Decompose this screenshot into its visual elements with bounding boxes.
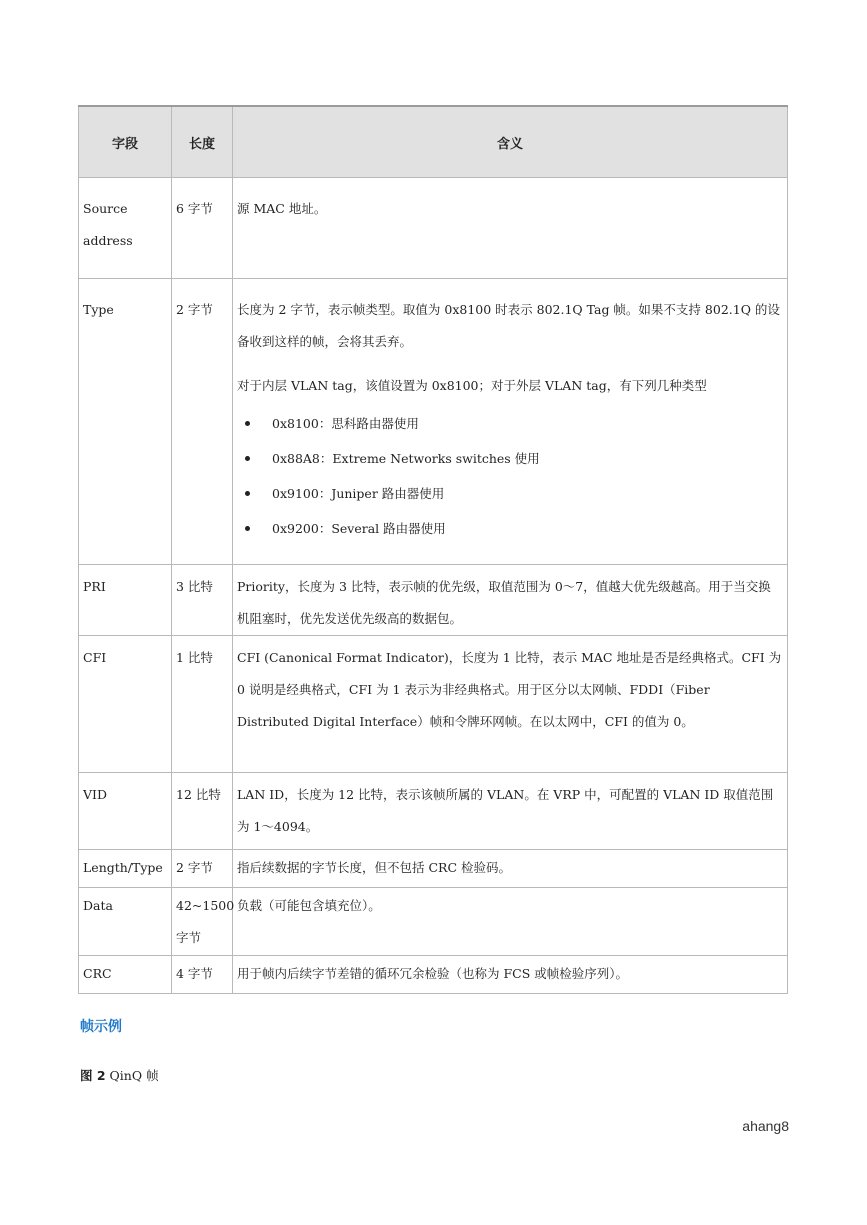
table-row [79, 279, 788, 565]
meaning-text: 指后续数据的字节长度，但不包括 CRC 检验码。 [237, 860, 511, 875]
list-item [237, 476, 783, 511]
table-row [79, 850, 788, 888]
cell-field: Length/Type [79, 850, 172, 888]
table-header-row [79, 106, 788, 178]
cell-length: 2 字节 [172, 850, 233, 888]
type-value-list [237, 406, 783, 546]
header-meaning: 含义 [233, 106, 788, 178]
cell-field: CRC [79, 956, 172, 994]
table-row [79, 636, 788, 773]
cell-field: Data [79, 888, 172, 956]
table-row [79, 178, 788, 279]
meaning-text: 源 MAC 地址。 [237, 201, 327, 216]
cell-length: 12 比特 [172, 773, 233, 850]
cell-length: 3 比特 [172, 565, 233, 636]
cell-meaning [233, 279, 788, 565]
cell-length: 4 字节 [172, 956, 233, 994]
figure-label: 图 2 [80, 1068, 106, 1083]
list-item-text: 0x9100：Juniper 路由器使用 [272, 486, 445, 501]
meaning-text: 长度为 2 字节，表示帧类型。取值为 0x8100 时表示 802.1Q Tag 帧。如果不支持 802.1Q 的设备收到这样的帧，会将其丢弃。 [237, 302, 780, 349]
cell-meaning [233, 888, 788, 956]
cell-meaning [233, 773, 788, 850]
bullet-icon [245, 456, 250, 461]
table-row [79, 773, 788, 850]
cell-meaning [233, 956, 788, 994]
bullet-icon [245, 526, 250, 531]
list-item [237, 441, 783, 476]
table-row [79, 565, 788, 636]
cell-length: 42~1500 字节 [172, 888, 233, 956]
meaning-text: 用于帧内后续字节差错的循环冗余检验（也称为 FCS 或帧检验序列）。 [237, 966, 628, 981]
table-row [79, 888, 788, 956]
list-item-text: 0x9200：Several 路由器使用 [272, 521, 446, 536]
cell-meaning [233, 850, 788, 888]
list-item [237, 406, 783, 441]
header-length: 长度 [172, 106, 233, 178]
list-item-text: 0x88A8：Extreme Networks switches 使用 [272, 451, 540, 466]
cell-field: VID [79, 773, 172, 850]
section-heading: 帧示例 [80, 1019, 122, 1035]
cell-field: PRI [79, 565, 172, 636]
cell-field: Source address [79, 178, 172, 279]
figure-caption [80, 1066, 159, 1084]
meaning-text: 负载（可能包含填充位）。 [237, 898, 381, 913]
meaning-text: Priority，长度为 3 比特，表示帧的优先级，取值范围为 0～7，值越大优先级越高。用于当交换机阻塞时，优先发送优先级高的数据包。 [237, 579, 771, 626]
cell-meaning [233, 565, 788, 636]
cell-field: Type [79, 279, 172, 565]
vlan-tag-fields-table [78, 105, 788, 994]
bullet-icon [245, 421, 250, 426]
cell-meaning [233, 636, 788, 773]
table-row [79, 956, 788, 994]
meaning-extra-text: 对于内层 VLAN tag，该值设置为 0x8100；对于外层 VLAN tag，有下列几种类型 [237, 378, 707, 393]
meaning-text: LAN ID，长度为 12 比特，表示该帧所属的 VLAN。在 VRP 中，可配置的 VLAN ID 取值范围为 1～4094。 [237, 787, 774, 834]
header-field: 字段 [79, 106, 172, 178]
cell-meaning [233, 178, 788, 279]
list-item-text: 0x8100：思科路由器使用 [272, 416, 419, 431]
bullet-icon [245, 491, 250, 496]
cell-field: CFI [79, 636, 172, 773]
footer-watermark: ahang8 [742, 1118, 789, 1134]
figure-caption-text: QinQ 帧 [109, 1068, 159, 1083]
list-item [237, 511, 783, 546]
cell-length: 6 字节 [172, 178, 233, 279]
meaning-text: CFI (Canonical Format Indicator)，长度为 1 比特，表示 MAC 地址是否是经典格式。CFI 为 0 说明是经典格式，CFI 为 1 表示为非经典格式。用于区分以太网帧、FDDI（Fiber Distributed Digital Interface）帧和令牌环网帧。在以太网中，CFI 的值为 0。 [237, 650, 782, 729]
cell-length: 2 字节 [172, 279, 233, 565]
cell-length: 1 比特 [172, 636, 233, 773]
